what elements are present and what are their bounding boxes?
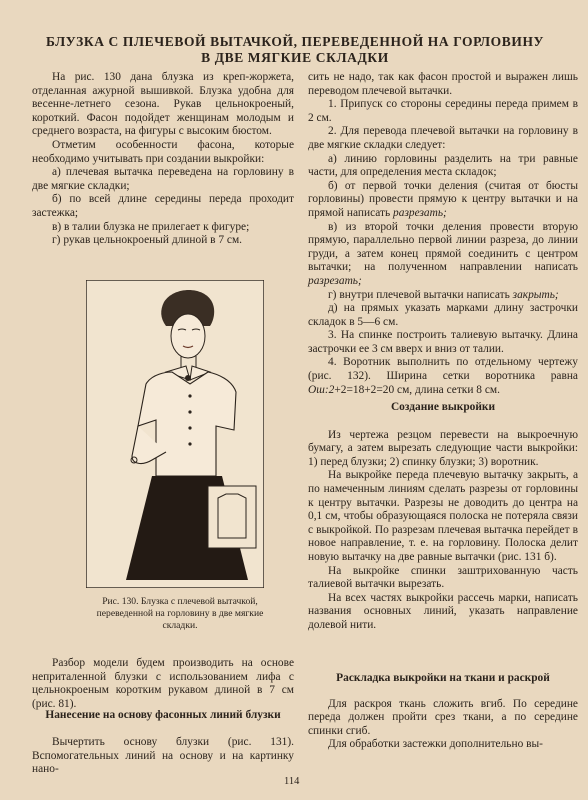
features-paragraph: Отметим особенности фасона, которые необходимо учитывать при создании выкройки: [32,138,294,165]
blouse-illustration [86,280,264,588]
right-column-bottom [308,672,578,752]
feature-item-g: г) рукав цельнокроеный длиной в 7 см. [52,234,243,247]
page-title [30,34,560,66]
step-2: 2. Для перевода плечевой вытачки на горловину в две мягкие складки следует: [308,125,578,151]
continuation-text: сить не надо, так как фасон простой и выражен лишь переводом плечевой вытачки. [308,71,578,97]
right-column-middle [308,401,578,633]
pattern-paragraph-1: Из чертежа резцом перевести на выкроечную бумагу, а затем вырезать следующие части выкройки: 1) перед блузки; 2) спинку блузки; 3) воротник. [308,428,578,468]
step-2g [308,289,578,303]
feature-item-a: а) плечевая вытачка переведена на горловину в две мягкие складки; [32,166,294,192]
step-2v [308,221,578,289]
blouse-drawing [86,280,264,588]
step-2v-text: в) из второй точки деления провести вторую прямую, параллельно первой линии разреза, до линии груди, а затем конец прямой соединить с центром вытачки; на полученном направлении написать [308,220,578,274]
step-4-tail: +2=18+2=20 см, длина сетки 8 см. [334,383,500,396]
step-2b-italic: разрезать; [393,206,447,219]
step-2b [308,180,578,221]
figure-caption: Рис. 130. Блузка с плечевой вытачкой, переведенной на горловину в две мягкие складки. [96,596,264,631]
section-heading-sozdanie: Создание выкройки [390,401,496,413]
draft-paragraph [32,736,294,777]
pattern-paragraph-2: На выкройке переда плечевую вытачку закрыть, а по намеченным линиям сделать разрезы от горловины к центру вытачки. Разрезы не доводить до центра на 0,1 см, чтобы образующаяся полоска не потеряла связи с выкройкой. По разрезам плечевая вытачка перейдет в новое направление, т. е. на горловину. Полоска делит новую вытачку на две равные вытачки (рис. 131 б). [308,469,578,563]
step-1: 1. Припуск со стороны середины переда примем в 2 см. [308,98,578,124]
step-2g-italic: закрыть; [512,288,559,301]
analysis-paragraph [32,657,294,711]
cutting-paragraph-1: Для раскроя ткань сложить вгиб. По середине переда должен пройти срез ткани, а по середине спинки сгиб. [308,697,578,737]
step-4 [308,356,578,397]
left-column-top [32,71,294,248]
right-column-top [308,71,578,397]
section-heading-raskladka: Раскладка выкройки на ткани и раскрой [336,672,550,684]
pattern-paragraph-4: На всех частях выкройки рассечь марки, написать названия основных линий, указать направление долевой нити. [308,591,578,631]
title-line-2: В ДВЕ МЯГКИЕ СКЛАДКИ [201,50,389,65]
step-2d: д) на прямых указать марками длину застрочки складок в 5—6 см. [308,302,578,328]
step-2b-text: б) от первой точки деления (считая от бюсты горловины) провести прямую к центру вытачки и на прямой написать [308,179,578,219]
cutting-paragraph-2: Для обработки застежки дополнительно вы- [328,738,543,751]
feature-item-v: в) в талии блузка не прилегает к фигуре; [52,220,250,233]
step-2g-text: г) внутри плечевой вытачки написать [328,288,513,301]
step-2a: а) линию горловины разделить на три равные части, для определения места складок; [308,152,578,179]
intro-paragraph: На рис. 130 дана блузка из креп-жоржета, отделанная ажурной вышивкой. Блузка удобна для весенне-летнего сезона. Рукав цельнокроеный, короткий. Фасон подойдет женщинам молодым и среднего возраста, на фигуры с высоким бюстом. [32,71,294,138]
section-heading-fasonnye: Нанесение на основу фасонных линий блузки [45,709,281,721]
analysis-text: Разбор модели будем производить на основе неприталенной блузки с использованием лифа с цельнокроеным коротким рукавом длиной в 7 см (рис. 81). [32,657,294,710]
step-4-formula: Ош:2 [308,383,335,396]
draft-text: Вычертить основу блузки (рис. 131). Вспомогательных линий на основу и на картинку нано- [32,736,294,776]
step-3: 3. На спинке построить талиевую вытачку. Длина застрочки ее 3 см вверх и вниз от талии. [308,329,578,355]
step-2v-italic: разрезать; [308,274,362,287]
left-heading [32,709,294,723]
title-line-1: БЛУЗКА С ПЛЕЧЕВОЙ ВЫТАЧКОЙ, ПЕРЕВЕДЕННОЙ НА ГОРЛОВИНУ [45,34,545,49]
step-4-text: 4. Воротник выполнить по отдельному чертежу (рис. 132). Ширина сетки воротника равна [308,356,578,383]
pattern-paragraph-3: На выкройке спинки заштрихованную часть талиевой вытачки вырезать. [308,564,578,591]
feature-item-b: б) по всей длине середины переда проходит застежка; [32,193,294,219]
page-number: 114 [284,776,300,787]
